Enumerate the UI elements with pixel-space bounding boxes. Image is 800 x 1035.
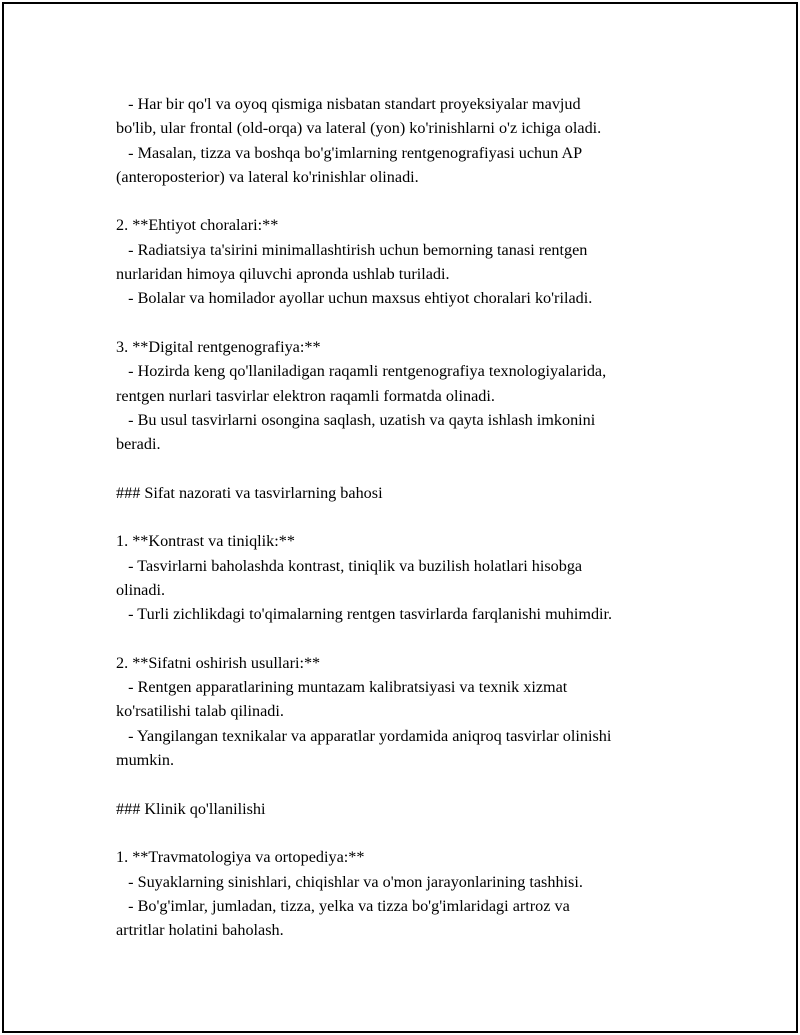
text-line: - Yangilangan texnikalar va apparatlar yordamida aniqroq tasvirlar olinishi: [116, 726, 612, 745]
text-line: nurlaridan himoya qiluvchi apronda ushlab turiladi.: [116, 265, 450, 284]
text-line: - Radiatsiya ta'sirini minimallashtirish uchun bemorning tanasi rentgen: [116, 240, 588, 259]
text-line: [116, 772, 716, 796]
document-body: [116, 92, 716, 942]
text-line: bo'lib, ular frontal (old-orqa) va lateral (yon) ko'rinishlarni o'z ichiga oladi.: [116, 119, 602, 138]
text-line: artritlar holatini baholash.: [116, 921, 284, 940]
text-line: ### Sifat nazorati va tasvirlarning bahosi: [116, 483, 383, 502]
text-line: ### Klinik qo'llanilishi: [116, 799, 266, 818]
text-line: - Tasvirlarni baholashda kontrast, tiniqlik va buzilish holatlari hisobga: [116, 556, 583, 575]
text-line: - Hozirda keng qo'llaniladigan raqamli rentgenografiya texnologiyalarida,: [116, 362, 607, 381]
text-line: - Bo'g'imlar, jumladan, tizza, yelka va tizza bo'g'imlaridagi artroz va: [116, 896, 570, 915]
text-line: [116, 821, 716, 845]
text-line: beradi.: [116, 435, 161, 454]
text-line: [116, 456, 716, 480]
text-line: 3. **Digital rentgenografiya:**: [116, 337, 321, 356]
text-line: - Bolalar va homilador ayollar uchun maxsus ehtiyot choralari ko'riladi.: [116, 289, 593, 308]
text-line: rentgen nurlari tasvirlar elektron raqamli formatda olinadi.: [116, 386, 495, 405]
text-line: - Suyaklarning sinishlari, chiqishlar va o'mon jarayonlarining tashhisi.: [116, 872, 583, 891]
text-line: (anteroposterior) va lateral ko'rinishlar olinadi.: [116, 167, 419, 186]
text-line: olinadi.: [116, 580, 166, 599]
text-line: - Turli zichlikdagi to'qimalarning rentgen tasvirlarda farqlanishi muhimdir.: [116, 605, 613, 624]
text-line: - Har bir qo'l va oyoq qismiga nisbatan standart proyeksiyalar mavjud: [116, 95, 581, 113]
text-line: [116, 505, 716, 529]
text-line: 1. **Travmatologiya va ortopediya:**: [116, 848, 365, 867]
text-line: [116, 189, 716, 213]
text-line: 2. **Sifatni oshirish usullari:**: [116, 653, 321, 672]
text-line: - Bu usul tasvirlarni osongina saqlash, uzatish va qayta ishlash imkonini: [116, 410, 596, 429]
text-line: [116, 627, 716, 651]
text-line: ko'rsatilishi talab qilinadi.: [116, 702, 284, 721]
text-line: - Rentgen apparatlarining muntazam kalibratsiyasi va texnik xizmat: [116, 678, 568, 697]
text-line: - Masalan, tizza va boshqa bo'g'imlarning rentgenografiyasi uchun AP: [116, 143, 583, 162]
text-line: 2. **Ehtiyot choralari:**: [116, 216, 279, 235]
text-line: [116, 311, 716, 335]
text-line: 1. **Kontrast va tiniqlik:**: [116, 532, 295, 551]
text-line: mumkin.: [116, 751, 175, 770]
